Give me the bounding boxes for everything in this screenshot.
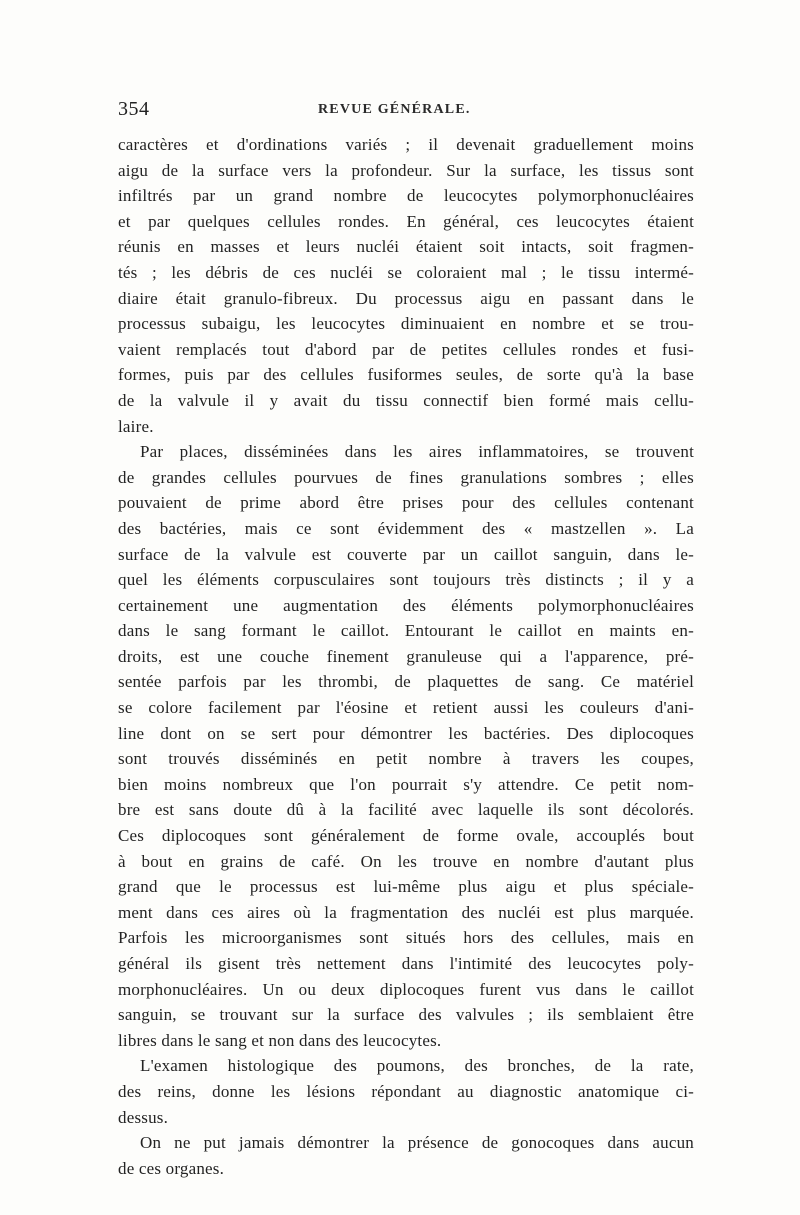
text-line: des bactéries, mais ce sont évidemment des « mastzellen ». La — [118, 518, 694, 538]
text-line: sont trouvés disséminés en petit nombre à travers les coupes, — [118, 749, 694, 769]
body-text — [118, 132, 694, 1181]
text-line: certainement une augmentation des éléments polymorphonucléaires — [118, 595, 694, 615]
text-line: Par places, disséminées dans les aires inflammatoires, se trouvent — [140, 442, 694, 462]
text-line: droits, est une couche finement granuleuse qui a l'apparence, pré- — [118, 646, 694, 666]
paragraph-3 — [118, 1053, 694, 1130]
text-line: de ces organes. — [118, 1158, 225, 1178]
paragraph-2 — [118, 439, 694, 1053]
text-line: bre est sans doute dû à la facilité avec laquelle ils sont décolorés. — [118, 800, 694, 820]
text-line: dessus. — [118, 1107, 169, 1127]
paragraph-1 — [118, 132, 694, 439]
text-line: et par quelques cellules rondes. En général, ces leucocytes étaient — [118, 211, 694, 231]
text-line: formes, puis par des cellules fusiformes seules, de sorte qu'à la base — [118, 365, 694, 385]
text-line: général ils gisent très nettement dans l'intimité des leucocytes poly- — [118, 954, 694, 973]
text-line: grand que le processus est lui-même plus aigu et plus spéciale- — [118, 877, 694, 897]
text-line: diaire était granulo-fibreux. Du processus aigu en passant dans le — [118, 288, 694, 308]
text-line: réunis en masses et leurs nucléi étaient soit intacts, soit fragmen- — [118, 237, 694, 257]
text-line: Ces diplocoques sont généralement de forme ovale, accouplés bout — [118, 826, 694, 846]
text-line: se colore facilement par l'éosine et retient aussi les couleurs d'ani- — [118, 698, 694, 718]
text-line: des reins, donne les lésions répondant au diagnostic anatomique ci- — [118, 1081, 694, 1101]
text-line: infiltrés par un grand nombre de leucocytes polymorphonucléaires — [118, 186, 694, 206]
text-line: processus subaigu, les leucocytes diminuaient en nombre et se trou- — [118, 314, 694, 334]
text-line: de grandes cellules pourvues de fines granulations sombres ; elles — [118, 467, 694, 487]
text-line: vaient remplacés tout d'abord par de petites cellules rondes et fusi- — [118, 339, 694, 359]
text-line: tés ; les débris de ces nucléi se coloraient mal ; le tissu intermé- — [118, 262, 694, 282]
text-line: bien moins nombreux que l'on pourrait s'y attendre. Ce petit nom- — [118, 774, 694, 794]
text-line: libres dans le sang et non dans des leucocytes. — [118, 1030, 442, 1050]
text-line: sanguin, se trouvant sur la surface des valvules ; ils semblaient être — [118, 1005, 694, 1025]
text-line: ment dans ces aires où la fragmentation des nucléi est plus marquée. — [118, 902, 694, 922]
text-line: pouvaient de prime abord être prises pour des cellules contenant — [118, 493, 694, 513]
text-line: caractères et d'ordinations variés ; il devenait graduellement moins — [118, 135, 694, 154]
text-line: quel les éléments corpusculaires sont toujours très distincts ; il y a — [118, 570, 694, 590]
page-number: 354 — [118, 98, 150, 120]
text-line: sentée parfois par les thrombi, de plaquettes de sang. Ce matériel — [118, 672, 694, 692]
text-line: de la valvule il y avait du tissu connectif bien formé mais cellu- — [118, 390, 694, 410]
text-line: à bout en grains de café. On les trouve en nombre d'autant plus — [118, 851, 694, 871]
text-line: surface de la valvule est couverte par un caillot sanguin, dans le- — [118, 544, 694, 564]
text-line: Parfois les microorganismes sont situés hors des cellules, mais en — [118, 928, 694, 948]
text-line: On ne put jamais démontrer la présence de gonocoques dans aucun — [140, 1133, 694, 1153]
text-line: line dont on se sert pour démontrer les bactéries. Des diplocoques — [118, 723, 694, 743]
text-line: laire. — [118, 416, 154, 436]
running-title: REVUE GÉNÉRALE. — [318, 102, 471, 117]
text-line: L'examen histologique des poumons, des bronches, de la rate, — [140, 1056, 694, 1076]
page-header — [118, 98, 694, 124]
paragraph-4 — [118, 1130, 694, 1181]
text-line: morphonucléaires. Un ou deux diplocoques furent vus dans le caillot — [118, 979, 694, 999]
text-line: aigu de la surface vers la profondeur. Sur la surface, les tissus sont — [118, 160, 694, 180]
text-line: dans le sang formant le caillot. Entourant le caillot en maints en- — [118, 621, 694, 641]
